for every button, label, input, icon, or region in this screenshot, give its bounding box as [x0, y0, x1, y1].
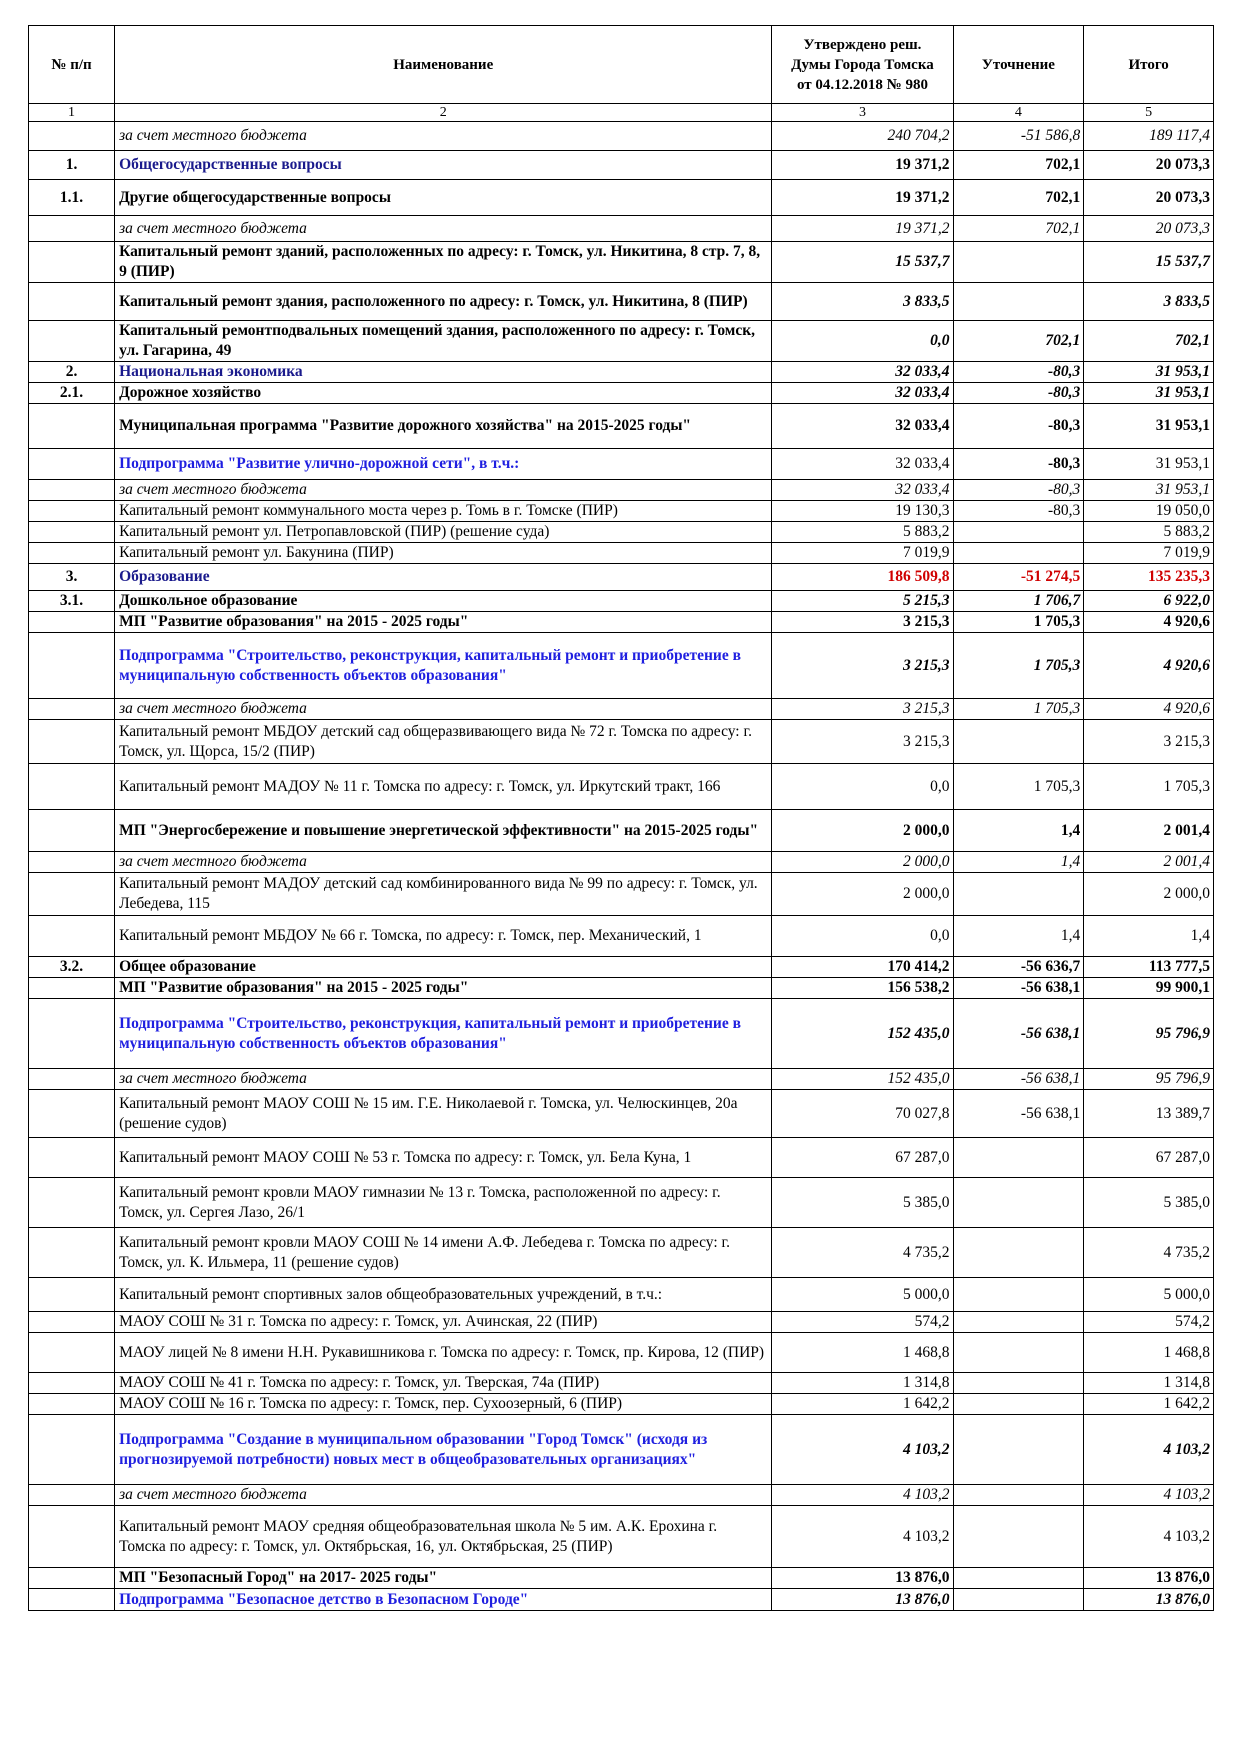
row-number-cell [29, 122, 115, 151]
row-approved-cell: 4 735,2 [772, 1228, 953, 1278]
row-number-cell [29, 1506, 115, 1568]
row-number-cell [29, 1394, 115, 1415]
row-change-cell [953, 283, 1084, 321]
row-name-cell: Капитальный ремонт МАДОУ детский сад комбинированного вида № 99 по адресу: г. Томск, ул. Лебедева, 115 [115, 873, 772, 916]
row-change-cell [953, 1333, 1084, 1373]
row-name-cell: за счет местного бюджета [115, 480, 772, 501]
header-approved-line2: Думы Города Томска [791, 56, 934, 73]
row-approved-cell: 574,2 [772, 1312, 953, 1333]
row-approved-cell: 1 642,2 [772, 1394, 953, 1415]
table-row [29, 404, 1214, 449]
row-total-cell: 20 073,3 [1084, 151, 1214, 180]
row-approved-cell: 5 000,0 [772, 1278, 953, 1312]
row-total-cell: 4 920,6 [1084, 612, 1214, 633]
row-name-cell: Дорожное хозяйство [115, 383, 772, 404]
table-row [29, 978, 1214, 999]
row-name-cell: Общегосударственные вопросы [115, 151, 772, 180]
table-row [29, 449, 1214, 480]
row-number-cell [29, 283, 115, 321]
row-change-cell: -51 586,8 [953, 122, 1084, 151]
row-name-cell: МАОУ СОШ № 41 г. Томска по адресу: г. Томск, ул. Тверская, 74а (ПИР) [115, 1373, 772, 1394]
row-total-cell: 5 385,0 [1084, 1178, 1214, 1228]
table-row [29, 543, 1214, 564]
row-number-cell [29, 1589, 115, 1611]
row-total-cell: 4 735,2 [1084, 1228, 1214, 1278]
row-change-cell: -80,3 [953, 501, 1084, 522]
row-number-cell [29, 1312, 115, 1333]
row-approved-cell: 4 103,2 [772, 1485, 953, 1506]
row-total-cell: 1 705,3 [1084, 764, 1214, 810]
row-change-cell [953, 1278, 1084, 1312]
row-number-cell: 3.1. [29, 591, 115, 612]
table-row [29, 1485, 1214, 1506]
row-number-cell [29, 1485, 115, 1506]
table-row [29, 764, 1214, 810]
row-name-cell: Капитальный ремонт МАДОУ № 11 г. Томска по адресу: г. Томск, ул. Иркутский тракт, 166 [115, 764, 772, 810]
row-approved-cell: 32 033,4 [772, 362, 953, 383]
table-row [29, 321, 1214, 362]
row-number-cell [29, 1228, 115, 1278]
row-total-cell: 6 922,0 [1084, 591, 1214, 612]
column-number: 4 [953, 104, 1084, 122]
table-row [29, 180, 1214, 216]
row-change-cell: 1 705,3 [953, 633, 1084, 699]
row-name-cell: Подпрограмма "Безопасное детство в Безопасном Городе" [115, 1589, 772, 1611]
table-row [29, 1228, 1214, 1278]
row-change-cell: -80,3 [953, 480, 1084, 501]
row-approved-cell: 2 000,0 [772, 810, 953, 852]
table-row [29, 999, 1214, 1069]
row-total-cell: 3 215,3 [1084, 720, 1214, 764]
table-row [29, 283, 1214, 321]
row-change-cell: 1,4 [953, 810, 1084, 852]
table-row [29, 1090, 1214, 1138]
row-number-cell [29, 810, 115, 852]
row-name-cell: МП "Безопасный Город" на 2017- 2025 годы" [115, 1568, 772, 1589]
table-row [29, 1589, 1214, 1611]
row-change-cell [953, 242, 1084, 283]
row-change-cell [953, 543, 1084, 564]
table-row [29, 242, 1214, 283]
row-name-cell: Капитальный ремонт зданий, расположенных по адресу: г. Томск, ул. Никитина, 8 стр. 7, 8, 9 (ПИР) [115, 242, 772, 283]
row-approved-cell: 152 435,0 [772, 999, 953, 1069]
row-approved-cell: 32 033,4 [772, 404, 953, 449]
table-row [29, 1278, 1214, 1312]
row-number-cell [29, 1278, 115, 1312]
row-number-cell [29, 873, 115, 916]
row-number-cell: 2.1. [29, 383, 115, 404]
row-number-cell: 3. [29, 564, 115, 591]
table-row [29, 612, 1214, 633]
row-total-cell: 31 953,1 [1084, 480, 1214, 501]
row-total-cell: 7 019,9 [1084, 543, 1214, 564]
row-name-cell: МАОУ СОШ № 31 г. Томска по адресу: г. Томск, ул. Ачинская, 22 (ПИР) [115, 1312, 772, 1333]
row-name-cell: Дошкольное образование [115, 591, 772, 612]
row-name-cell: Капитальный ремонт кровли МАОУ СОШ № 14 имени А.Ф. Лебедева г. Томска по адресу: г. Томск, ул. К. Ильмера, 11 (решение судов) [115, 1228, 772, 1278]
row-name-cell: Капитальный ремонт МАОУ средняя общеобразовательная школа № 5 им. А.К. Ерохина г. Томска по адресу: г. Томск, ул. Октябрьская, 16, ул. Октябрьская, 25 (ПИР) [115, 1506, 772, 1568]
row-name-cell: за счет местного бюджета [115, 1485, 772, 1506]
table-row [29, 1069, 1214, 1090]
row-number-cell [29, 522, 115, 543]
row-number-cell [29, 764, 115, 810]
row-number-cell [29, 978, 115, 999]
row-change-cell [953, 1312, 1084, 1333]
row-total-cell: 702,1 [1084, 321, 1214, 362]
row-name-cell: МП "Развитие образования" на 2015 - 2025 годы" [115, 612, 772, 633]
row-number-cell [29, 1333, 115, 1373]
row-approved-cell: 19 371,2 [772, 151, 953, 180]
table-row [29, 699, 1214, 720]
table-row [29, 1333, 1214, 1373]
row-change-cell: 1 706,7 [953, 591, 1084, 612]
header-name: Наименование [115, 26, 772, 104]
table-row [29, 1415, 1214, 1485]
table-row [29, 1394, 1214, 1415]
row-change-cell [953, 1485, 1084, 1506]
row-number-cell [29, 999, 115, 1069]
row-approved-cell: 7 019,9 [772, 543, 953, 564]
row-name-cell: Национальная экономика [115, 362, 772, 383]
row-total-cell: 95 796,9 [1084, 999, 1214, 1069]
table-row [29, 564, 1214, 591]
row-approved-cell: 3 215,3 [772, 612, 953, 633]
table-row [29, 362, 1214, 383]
row-change-cell [953, 522, 1084, 543]
header-approved-line1: Утверждено реш. [803, 36, 922, 53]
row-approved-cell: 1 314,8 [772, 1373, 953, 1394]
row-approved-cell: 156 538,2 [772, 978, 953, 999]
row-change-cell: 702,1 [953, 321, 1084, 362]
table-row [29, 1138, 1214, 1178]
table-row [29, 1312, 1214, 1333]
table-row [29, 873, 1214, 916]
row-number-cell [29, 1178, 115, 1228]
row-number-cell [29, 242, 115, 283]
column-number: 5 [1084, 104, 1214, 122]
row-total-cell: 13 876,0 [1084, 1589, 1214, 1611]
row-approved-cell: 186 509,8 [772, 564, 953, 591]
row-total-cell: 189 117,4 [1084, 122, 1214, 151]
row-total-cell: 135 235,3 [1084, 564, 1214, 591]
header-change: Уточнение [953, 26, 1084, 104]
row-approved-cell: 67 287,0 [772, 1138, 953, 1178]
row-total-cell: 4 103,2 [1084, 1415, 1214, 1485]
row-number-cell: 3.2. [29, 957, 115, 978]
row-number-cell [29, 633, 115, 699]
row-change-cell [953, 1394, 1084, 1415]
row-approved-cell: 32 033,4 [772, 480, 953, 501]
row-name-cell: Капитальный ремонт кровли МАОУ гимназии № 13 г. Томска, расположенной по адресу: г. Томск, ул. Сергея Лазо, 26/1 [115, 1178, 772, 1228]
table-row [29, 591, 1214, 612]
table-row [29, 151, 1214, 180]
row-name-cell: Подпрограмма "Развитие улично-дорожной сети", в т.ч.: [115, 449, 772, 480]
row-name-cell: МАОУ лицей № 8 имени Н.Н. Рукавишникова г. Томска по адресу: г. Томск, пр. Кирова, 12 (ПИР) [115, 1333, 772, 1373]
table-row [29, 633, 1214, 699]
row-approved-cell: 3 215,3 [772, 633, 953, 699]
row-change-cell: -80,3 [953, 404, 1084, 449]
row-change-cell [953, 720, 1084, 764]
row-total-cell: 67 287,0 [1084, 1138, 1214, 1178]
row-total-cell: 113 777,5 [1084, 957, 1214, 978]
row-name-cell: Муниципальная программа "Развитие дорожного хозяйства" на 2015-2025 годы" [115, 404, 772, 449]
row-total-cell: 95 796,9 [1084, 1069, 1214, 1090]
row-approved-cell: 3 215,3 [772, 720, 953, 764]
row-number-cell [29, 720, 115, 764]
row-total-cell: 20 073,3 [1084, 180, 1214, 216]
row-number-cell [29, 1138, 115, 1178]
row-approved-cell: 0,0 [772, 764, 953, 810]
row-change-cell [953, 1506, 1084, 1568]
row-total-cell: 31 953,1 [1084, 449, 1214, 480]
row-name-cell: Капитальный ремонт МБДОУ № 66 г. Томска, по адресу: г. Томск, пер. Механический, 1 [115, 916, 772, 957]
table-row [29, 810, 1214, 852]
header-row [29, 26, 1214, 104]
row-approved-cell: 13 876,0 [772, 1589, 953, 1611]
row-number-cell [29, 1373, 115, 1394]
row-number-cell [29, 480, 115, 501]
row-change-cell: -56 636,7 [953, 957, 1084, 978]
row-total-cell: 13 876,0 [1084, 1568, 1214, 1589]
row-total-cell: 31 953,1 [1084, 404, 1214, 449]
row-name-cell: Общее образование [115, 957, 772, 978]
table-row [29, 522, 1214, 543]
row-change-cell: 1 705,3 [953, 699, 1084, 720]
table-row [29, 720, 1214, 764]
row-approved-cell: 0,0 [772, 321, 953, 362]
row-name-cell: Капитальный ремонт МАОУ СОШ № 53 г. Томска по адресу: г. Томск, ул. Бела Куна, 1 [115, 1138, 772, 1178]
table-row [29, 480, 1214, 501]
row-number-cell [29, 321, 115, 362]
row-name-cell: Капитальный ремонт здания, расположенного по адресу: г. Томск, ул. Никитина, 8 (ПИР) [115, 283, 772, 321]
row-number-cell [29, 216, 115, 242]
table-row [29, 957, 1214, 978]
row-name-cell: МП "Энергосбережение и повышение энергетической эффективности" на 2015-2025 годы" [115, 810, 772, 852]
row-approved-cell: 32 033,4 [772, 383, 953, 404]
row-change-cell: -56 638,1 [953, 1090, 1084, 1138]
row-number-cell: 2. [29, 362, 115, 383]
row-change-cell: -56 638,1 [953, 999, 1084, 1069]
row-total-cell: 574,2 [1084, 1312, 1214, 1333]
row-total-cell: 4 920,6 [1084, 633, 1214, 699]
row-name-cell: МП "Развитие образования" на 2015 - 2025 годы" [115, 978, 772, 999]
row-change-cell [953, 1138, 1084, 1178]
row-change-cell: 702,1 [953, 151, 1084, 180]
row-number-cell [29, 612, 115, 633]
row-number-cell [29, 916, 115, 957]
row-change-cell: 1,4 [953, 916, 1084, 957]
row-approved-cell: 4 103,2 [772, 1415, 953, 1485]
row-name-cell: за счет местного бюджета [115, 852, 772, 873]
row-total-cell: 15 537,7 [1084, 242, 1214, 283]
row-change-cell: -56 638,1 [953, 1069, 1084, 1090]
row-total-cell: 5 883,2 [1084, 522, 1214, 543]
row-name-cell: Капитальный ремонт спортивных залов общеобразовательных учреждений, в т.ч.: [115, 1278, 772, 1312]
table-row [29, 1373, 1214, 1394]
column-number: 2 [115, 104, 772, 122]
row-name-cell: Капитальный ремонт ул. Бакунина (ПИР) [115, 543, 772, 564]
row-name-cell: Капитальный ремонтподвальных помещений здания, расположенного по адресу: г. Томск, ул. Гагарина, 49 [115, 321, 772, 362]
row-total-cell: 4 103,2 [1084, 1506, 1214, 1568]
row-change-cell: -51 274,5 [953, 564, 1084, 591]
row-number-cell [29, 852, 115, 873]
row-approved-cell: 5 883,2 [772, 522, 953, 543]
row-number-cell [29, 699, 115, 720]
row-change-cell [953, 1178, 1084, 1228]
row-name-cell: Капитальный ремонт коммунального моста через р. Томь в г. Томске (ПИР) [115, 501, 772, 522]
row-change-cell: -56 638,1 [953, 978, 1084, 999]
row-name-cell: Подпрограмма "Строительство, реконструкция, капитальный ремонт и приобретение в муниципальную собственность объектов образования" [115, 999, 772, 1069]
table-row [29, 501, 1214, 522]
row-name-cell: Образование [115, 564, 772, 591]
row-name-cell: Капитальный ремонт ул. Петропавловской (ПИР) (решение суда) [115, 522, 772, 543]
row-approved-cell: 0,0 [772, 916, 953, 957]
row-name-cell: Другие общегосударственные вопросы [115, 180, 772, 216]
row-total-cell: 13 389,7 [1084, 1090, 1214, 1138]
row-approved-cell: 4 103,2 [772, 1506, 953, 1568]
row-change-cell: -80,3 [953, 362, 1084, 383]
row-total-cell: 1 468,8 [1084, 1333, 1214, 1373]
row-approved-cell: 240 704,2 [772, 122, 953, 151]
row-total-cell: 3 833,5 [1084, 283, 1214, 321]
row-total-cell: 31 953,1 [1084, 383, 1214, 404]
table-row [29, 852, 1214, 873]
row-number-cell: 1.1. [29, 180, 115, 216]
column-number: 3 [772, 104, 953, 122]
row-approved-cell: 3 833,5 [772, 283, 953, 321]
header-approved [772, 26, 953, 104]
header-total: Итого [1084, 26, 1214, 104]
row-number-cell [29, 404, 115, 449]
row-approved-cell: 152 435,0 [772, 1069, 953, 1090]
row-name-cell: МАОУ СОШ № 16 г. Томска по адресу: г. Томск, пер. Сухоозерный, 6 (ПИР) [115, 1394, 772, 1415]
row-total-cell: 1 314,8 [1084, 1373, 1214, 1394]
row-approved-cell: 2 000,0 [772, 873, 953, 916]
row-number-cell [29, 1090, 115, 1138]
row-change-cell: 1 705,3 [953, 612, 1084, 633]
row-name-cell: Капитальный ремонт МБДОУ детский сад общеразвивающего вида № 72 г. Томска по адресу: г. Томск, ул. Щорса, 15/2 (ПИР) [115, 720, 772, 764]
row-change-cell: 1 705,3 [953, 764, 1084, 810]
row-change-cell: 702,1 [953, 216, 1084, 242]
row-total-cell: 31 953,1 [1084, 362, 1214, 383]
row-approved-cell: 19 130,3 [772, 501, 953, 522]
row-total-cell: 2 001,4 [1084, 810, 1214, 852]
row-approved-cell: 3 215,3 [772, 699, 953, 720]
row-number-cell [29, 1568, 115, 1589]
table-row [29, 1178, 1214, 1228]
table-row [29, 216, 1214, 242]
row-name-cell: за счет местного бюджета [115, 122, 772, 151]
row-change-cell [953, 873, 1084, 916]
row-approved-cell: 5 215,3 [772, 591, 953, 612]
row-approved-cell: 13 876,0 [772, 1568, 953, 1589]
table-row [29, 122, 1214, 151]
row-approved-cell: 1 468,8 [772, 1333, 953, 1373]
row-number-cell: 1. [29, 151, 115, 180]
row-approved-cell: 170 414,2 [772, 957, 953, 978]
row-change-cell: 1,4 [953, 852, 1084, 873]
row-number-cell [29, 449, 115, 480]
row-change-cell [953, 1373, 1084, 1394]
row-approved-cell: 2 000,0 [772, 852, 953, 873]
row-change-cell: -80,3 [953, 383, 1084, 404]
row-change-cell: 702,1 [953, 180, 1084, 216]
budget-table [28, 25, 1214, 1611]
row-name-cell: Капитальный ремонт МАОУ СОШ № 15 им. Г.Е. Николаевой г. Томска, ул. Челюскинцев, 20а (решение судов) [115, 1090, 772, 1138]
row-total-cell: 19 050,0 [1084, 501, 1214, 522]
row-number-cell [29, 543, 115, 564]
column-numbers-row [29, 104, 1214, 122]
row-change-cell [953, 1568, 1084, 1589]
row-total-cell: 4 920,6 [1084, 699, 1214, 720]
row-change-cell [953, 1228, 1084, 1278]
row-change-cell [953, 1589, 1084, 1611]
row-total-cell: 4 103,2 [1084, 1485, 1214, 1506]
row-total-cell: 2 000,0 [1084, 873, 1214, 916]
row-number-cell [29, 501, 115, 522]
row-approved-cell: 70 027,8 [772, 1090, 953, 1138]
row-approved-cell: 5 385,0 [772, 1178, 953, 1228]
row-change-cell [953, 1415, 1084, 1485]
row-total-cell: 1,4 [1084, 916, 1214, 957]
row-approved-cell: 15 537,7 [772, 242, 953, 283]
row-name-cell: за счет местного бюджета [115, 699, 772, 720]
column-number: 1 [29, 104, 115, 122]
row-number-cell [29, 1415, 115, 1485]
row-total-cell: 1 642,2 [1084, 1394, 1214, 1415]
row-total-cell: 20 073,3 [1084, 216, 1214, 242]
row-approved-cell: 19 371,2 [772, 216, 953, 242]
table-row [29, 916, 1214, 957]
row-approved-cell: 32 033,4 [772, 449, 953, 480]
row-approved-cell: 19 371,2 [772, 180, 953, 216]
row-total-cell: 2 001,4 [1084, 852, 1214, 873]
row-name-cell: за счет местного бюджета [115, 1069, 772, 1090]
table-row [29, 1506, 1214, 1568]
table-body [29, 122, 1214, 1611]
row-name-cell: за счет местного бюджета [115, 216, 772, 242]
header-approved-line3: от 04.12.2018 № 980 [796, 76, 928, 93]
row-total-cell: 99 900,1 [1084, 978, 1214, 999]
row-total-cell: 5 000,0 [1084, 1278, 1214, 1312]
row-change-cell: -80,3 [953, 449, 1084, 480]
row-name-cell: Подпрограмма "Строительство, реконструкция, капитальный ремонт и приобретение в муниципальную собственность объектов образования" [115, 633, 772, 699]
row-number-cell [29, 1069, 115, 1090]
table-row [29, 1568, 1214, 1589]
header-number: № п/п [29, 26, 115, 104]
table-row [29, 383, 1214, 404]
row-name-cell: Подпрограмма "Создание в муниципальном образовании "Город Томск" (исходя из прогнозируемой потребности) новых мест в общеобразовательных организациях" [115, 1415, 772, 1485]
